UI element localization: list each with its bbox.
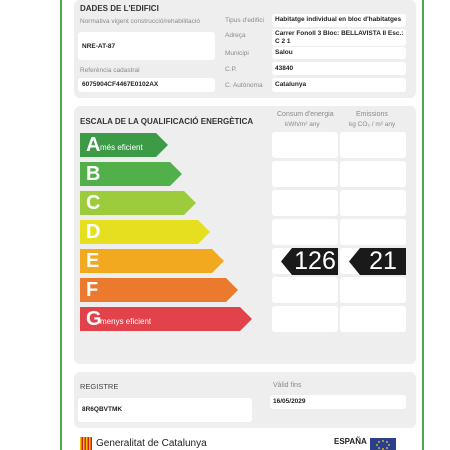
energy-bar-c [80,191,196,215]
consumption-cell [272,219,338,245]
energy-bar-shape [80,278,238,302]
energy-bar-g [80,307,252,331]
consumption-cell [272,306,338,332]
region-value: Catalunya [275,81,307,88]
energy-bar-letter: G [86,308,102,330]
consumption-cell [272,277,338,303]
regulation-value: NRE-AT-87 [82,43,116,50]
municipality-value: Salou [275,49,293,56]
consumption-rating-indicator [281,248,338,275]
emissions-cell [340,132,406,158]
address-line-1: Carrer Fonoll 3 Bloc: BELLAVISTA II Esc.: [275,30,404,37]
registry-code: 8R6QBVTMK [82,406,123,413]
energy-bar-letter: F [86,279,99,301]
energy-bar-e [80,249,224,273]
consumption-cell [272,190,338,216]
municipality-label: Municipi [225,50,249,57]
country-name: ESPAÑA [334,437,367,446]
energy-bar-a [80,133,168,157]
region-label: C. Autònoma [225,82,263,89]
consumption-label: Consum d'energia [277,111,334,118]
cadastral-label: Referència cadastral [80,67,140,74]
emissions-rating-indicator [349,248,406,275]
energy-scale-heading: ESCALA DE LA QUALIFICACIÓ ENERGÈTICA [80,117,254,126]
emissions-cell [340,219,406,245]
postcode-value: 43840 [275,65,294,72]
building-type-label: Tipus d'edifici [225,17,264,24]
valid-until-label: Vàlid fins [273,382,302,389]
energy-bar-letter: C [86,192,101,214]
eu-stars-icon [370,438,396,450]
registry-heading: REGISTRE [80,382,119,391]
eu-flag-icon [370,438,396,450]
energy-bar-letter: B [86,163,101,185]
emissions-cell [340,161,406,187]
cadastral-value: 6075904CF4467E0102AX [82,81,159,88]
emissions-cell [340,190,406,216]
energy-bar-b [80,162,182,186]
energy-bar-letter: A [86,134,101,156]
energy-bar-f [80,278,238,302]
regulation-label: Normativa vigent construcció/rehabilitació [80,18,200,25]
energy-bar-caption: més eficient [100,143,143,152]
consumption-cell [272,161,338,187]
emissions-cell [340,277,406,303]
consumption-unit: kWh/m² any [285,121,320,128]
address-line-2: C 2 1 [275,38,291,45]
consumption-cell [272,132,338,158]
generalitat-logo [80,437,92,450]
energy-bar-caption: menys eficient [100,317,152,326]
energy-bar-d [80,220,210,244]
address-label: Adreça [225,32,246,39]
senyera-icon [80,437,92,450]
government-name: Generalitat de Catalunya [96,438,207,449]
emissions-unit: kg CO₂ / m² any [349,121,396,128]
building-type-value: Habitatge individual en bloc d'habitatges [275,16,402,23]
energy-bar-shape [80,249,224,273]
emissions-cell [340,306,406,332]
postcode-label: C.P. [225,66,237,73]
consumption-value: 126 [294,247,336,275]
energy-bar-letter: E [86,250,100,272]
emissions-value: 21 [369,247,397,275]
building-data-heading: DADES DE L'EDIFICI [80,4,159,13]
valid-until-value: 16/05/2029 [273,398,306,405]
energy-bar-letter: D [86,221,101,243]
emissions-label: Emissions [356,111,388,118]
